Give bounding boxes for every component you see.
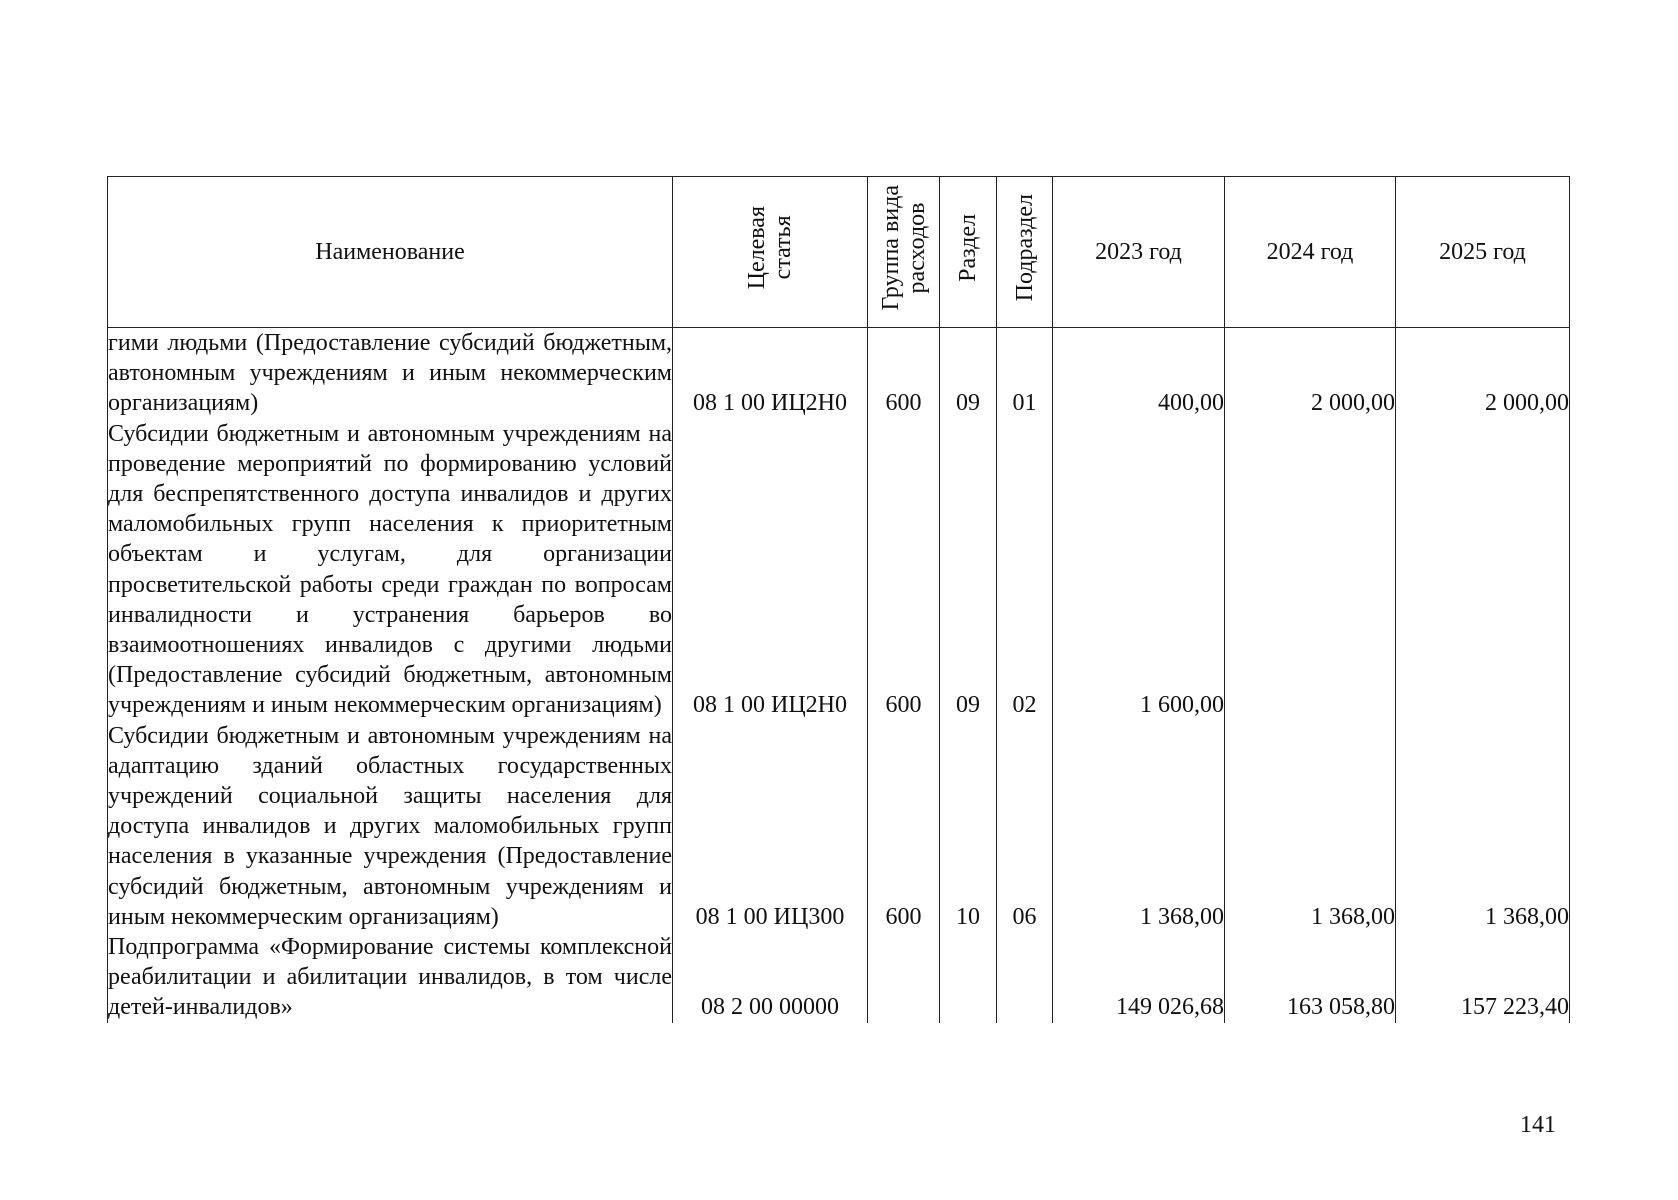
row-amount-2024 <box>1225 419 1396 721</box>
row-name: Субсидии бюджетным и автономным учреждениям на проведение мероприятий по формированию условий для беспрепятственного доступа инвалидов и других маломобильных групп населения к приоритетным объектам и услугам, для организации просветительской работы среди граждан по вопросам инвалидности и устранения барьеров во взаимоотношениях инвалидов с другими людьми (Предоставление субсидий бюджетным, автономным учреждениям и иным некоммерческим организациям) <box>108 419 673 721</box>
row-section: 10 <box>940 721 997 932</box>
header-section <box>940 177 997 328</box>
header-name: Наименование <box>108 177 673 328</box>
row-subsection: 01 <box>997 328 1053 419</box>
row-expense-group: 600 <box>868 328 940 419</box>
table-header <box>108 177 1570 328</box>
row-amount-2025: 2 000,00 <box>1396 328 1570 419</box>
header-target-article-line1: Целевая <box>744 206 770 290</box>
row-subsection: 02 <box>997 419 1053 721</box>
table-row <box>108 932 1570 1023</box>
row-expense-group: 600 <box>868 721 940 932</box>
header-expense-group-line1: Группа вида <box>877 185 904 311</box>
table-row <box>108 419 1570 721</box>
row-amount-2023: 1 600,00 <box>1053 419 1225 721</box>
row-name: Субсидии бюджетным и автономным учреждениям на адаптацию зданий областных государственных учреждений социальной защиты населения для доступа инвалидов и других маломобильных групп населения в указанные учреждения (Предоставление субсидий бюджетным, автономным учреждениям и иным некоммерческим организациям) <box>108 721 673 932</box>
row-name: Подпрограмма «Формирование системы комплексной реабилитации и абилитации инвалидов, в том числе детей-инвалидов» <box>108 932 673 1023</box>
row-amount-2023: 400,00 <box>1053 328 1225 419</box>
header-2023: 2023 год <box>1053 177 1225 328</box>
row-target-article: 08 2 00 00000 <box>673 932 868 1023</box>
table-row <box>108 328 1570 419</box>
header-target-article <box>673 177 868 328</box>
header-section-label: Раздел <box>955 213 981 282</box>
row-amount-2025 <box>1396 419 1570 721</box>
row-expense-group <box>868 932 940 1023</box>
row-amount-2024: 2 000,00 <box>1225 328 1396 419</box>
row-expense-group: 600 <box>868 419 940 721</box>
header-subsection-label: Подраздел <box>1011 194 1038 302</box>
header-target-article-line2: статья <box>770 215 796 280</box>
header-2025: 2025 год <box>1396 177 1570 328</box>
table-row <box>108 721 1570 932</box>
row-name: гими людьми (Предоставление субсидий бюджетным, автономным учреждениям и иным некоммерческим организациям) <box>108 328 673 419</box>
row-section: 09 <box>940 328 997 419</box>
row-target-article: 08 1 00 ИЦ2Н0 <box>673 328 868 419</box>
header-2024: 2024 год <box>1225 177 1396 328</box>
row-section: 09 <box>940 419 997 721</box>
row-amount-2023: 1 368,00 <box>1053 721 1225 932</box>
row-target-article: 08 1 00 ИЦ2Н0 <box>673 419 868 721</box>
row-amount-2025: 157 223,40 <box>1396 932 1570 1023</box>
row-amount-2024: 1 368,00 <box>1225 721 1396 932</box>
row-amount-2025: 1 368,00 <box>1396 721 1570 932</box>
budget-table <box>107 176 1570 1023</box>
row-subsection: 06 <box>997 721 1053 932</box>
header-expense-group <box>868 177 940 328</box>
row-amount-2023: 149 026,68 <box>1053 932 1225 1023</box>
header-subsection <box>997 177 1053 328</box>
row-subsection <box>997 932 1053 1023</box>
table-body <box>108 328 1570 1023</box>
header-expense-group-line2: расходов <box>903 202 930 294</box>
row-target-article: 08 1 00 ИЦ300 <box>673 721 868 932</box>
page-number: 141 <box>1520 1112 1556 1138</box>
row-amount-2024: 163 058,80 <box>1225 932 1396 1023</box>
row-section <box>940 932 997 1023</box>
